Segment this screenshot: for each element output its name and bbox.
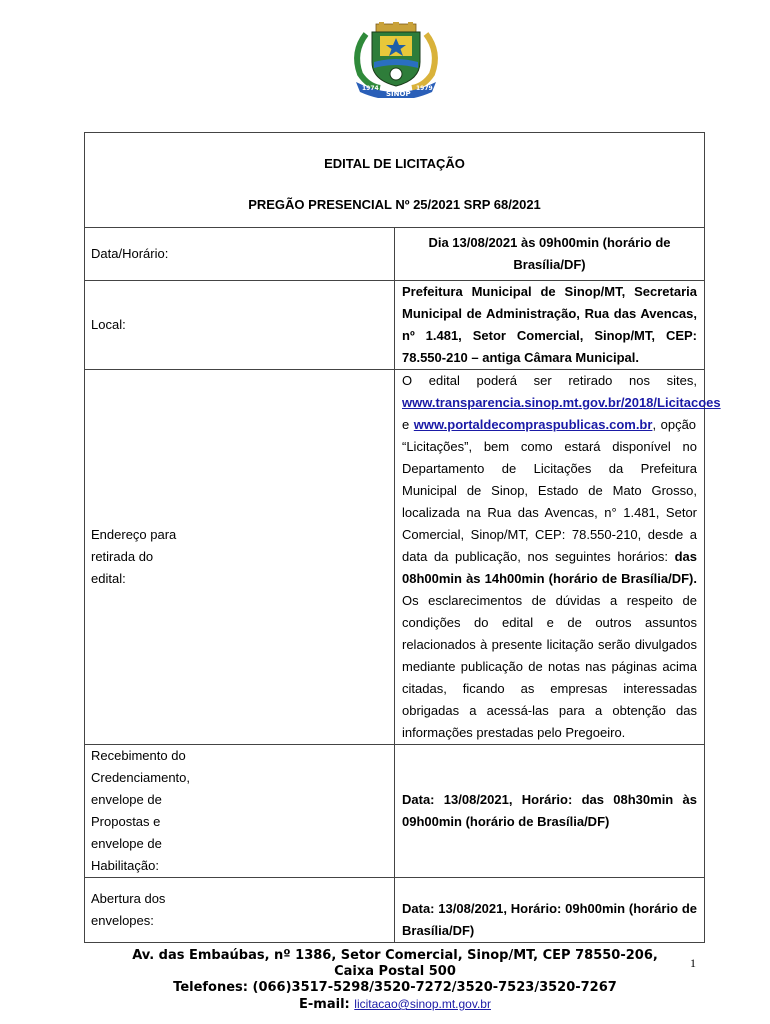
label-endereco-line-1: Endereço para [91, 527, 177, 542]
row-local [85, 281, 705, 370]
row-abertura [85, 878, 705, 943]
footer-email-line [90, 996, 700, 1013]
label-recebimento-line-4: Propostas e [91, 814, 161, 829]
label-recebimento-line-1: Recebimento do [91, 748, 186, 763]
page-number: 1 [690, 956, 696, 970]
footer-address: Av. das Embaúbas, nº 1386, Setor Comercial, Sinop/MT, CEP 78550-206, [132, 948, 658, 963]
value-local: Prefeitura Municipal de Sinop/MT, Secretaria Municipal de Administração, Rua das Avencas, nº 1.481, Setor Comercial, Sinop/MT, CEP: 78.550-210 – antiga Câmara Municipal. [395, 281, 705, 370]
label-recebimento-line-3: envelope de [91, 792, 162, 807]
value-abertura: Data: 13/08/2021, Horário: 09h00min (horário de Brasília/DF) [395, 878, 705, 943]
endereco-intro-text: O edital poderá ser retirado nos sites, [402, 373, 697, 388]
header-cell [85, 133, 705, 228]
label-recebimento-line-2: Credenciamento, [91, 770, 190, 785]
endereco-body-text: , opção “Licitações”, bem como estará disponível no Departamento de Licitações da Prefeitura Municipal de Sinop, Estado de Mato Grosso, localizada na Rua das Avencas, n° 1.481, Setor Comercial, Sinop/MT, CEP: 78.550-210, desde a data da publicação, nos seguintes horários: [402, 417, 697, 564]
value-data-horario: Dia 13/08/2021 às 09h00min (horário de Brasília/DF) [395, 228, 705, 281]
seal-city-name: SINOP [386, 90, 411, 98]
edital-summary-table [84, 132, 721, 943]
endereco-closing-text: Os esclarecimentos de dúvidas a respeito de condições do edital e de outros assuntos relacionados à presente licitação serão divulgados mediante publicação de notas nas páginas acima citadas, ficando as empresas interessadas obrigadas a acessá-las para a obtenção das informações prestadas pelo Pregoeiro. [402, 593, 697, 740]
document-subtitle: PREGÃO PRESENCIAL Nº 25/2021 SRP 68/2021 [248, 197, 541, 212]
label-endereco-line-2: retirada do [91, 549, 154, 564]
endereco-connector-text: e [402, 417, 414, 432]
label-recebimento-line-5: envelope de [91, 836, 162, 851]
page-footer [90, 948, 700, 1013]
municipal-coat-of-arms [346, 22, 446, 98]
footer-postal-box: Caixa Postal 500 [334, 964, 456, 979]
value-endereco [395, 370, 721, 745]
label-endereco [85, 370, 395, 745]
portal-compras-link[interactable]: www.portaldecompraspublicas.com.br [413, 417, 653, 432]
row-endereco [85, 370, 705, 745]
label-recebimento [85, 745, 395, 878]
label-abertura-line-1: Abertura dos [91, 891, 166, 906]
label-local: Local: [85, 281, 395, 370]
footer-phones: Telefones: (066)3517-5298/3520-7272/3520-7523/3520-7267 [173, 980, 617, 995]
label-endereco-line-3: edital: [91, 571, 126, 586]
footer-email-label: E-mail: [299, 997, 350, 1012]
row-recebimento [85, 745, 705, 878]
label-recebimento-line-6: Habilitação: [91, 858, 159, 873]
label-abertura [85, 878, 395, 943]
label-abertura-line-2: envelopes: [91, 913, 154, 928]
endereco-hours-text: das 08h00min às 14h00min (horário de Brasília/DF). [402, 549, 697, 586]
row-data-horario [85, 228, 705, 281]
seal-year-left: 1974 [362, 85, 379, 92]
seal-year-right: 1979 [416, 85, 433, 92]
transparencia-link[interactable]: www.transparencia.sinop.mt.gov.br/2018/Licitacoes [402, 395, 721, 410]
footer-email-link[interactable]: licitacao@sinop.mt.gov.br [354, 997, 491, 1011]
value-recebimento: Data: 13/08/2021, Horário: das 08h30min às 09h00min (horário de Brasília/DF) [395, 745, 705, 878]
document-title: EDITAL DE LICITAÇÃO [324, 156, 465, 171]
label-data-horario: Data/Horário: [85, 228, 395, 281]
header-row [85, 133, 705, 228]
